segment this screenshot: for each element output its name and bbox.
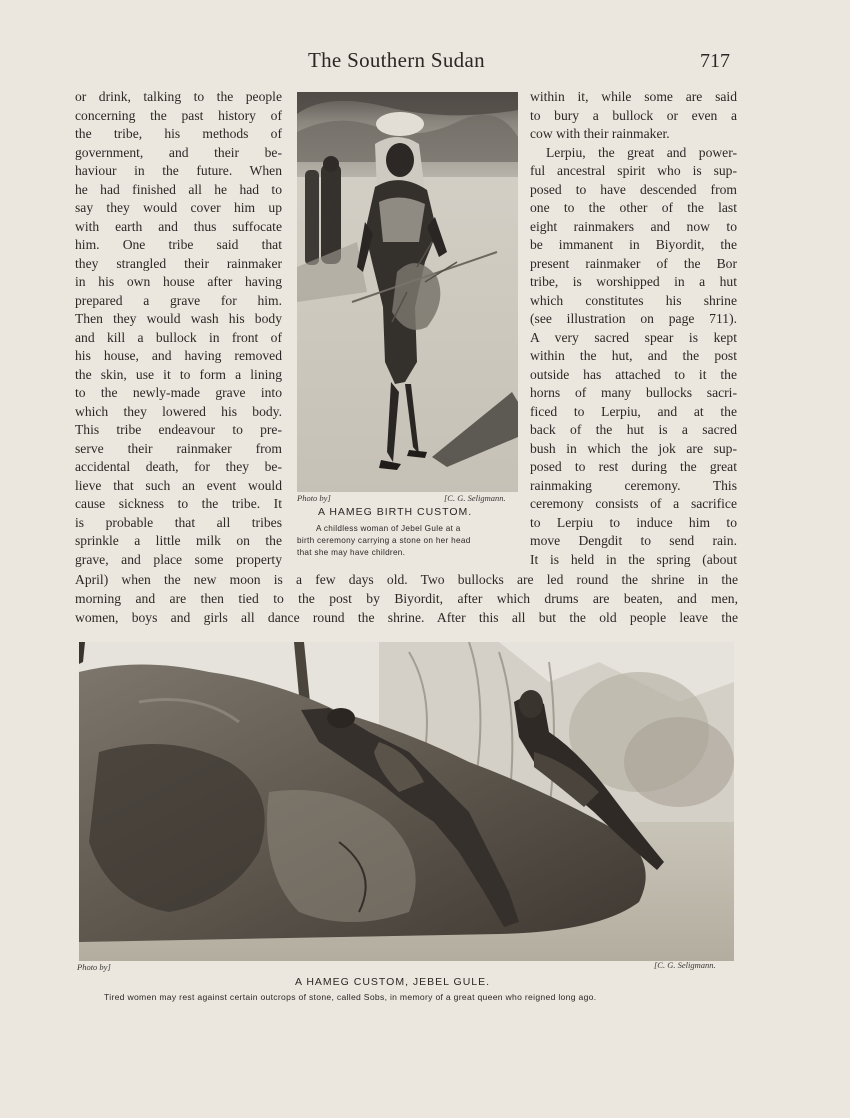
text-line: say they would cover him up bbox=[75, 200, 282, 215]
text-line: April) when the new moon is a few days old. Two bullocks are led round the shrine in the bbox=[75, 572, 738, 587]
text-line: he had finished all he had to bbox=[75, 181, 282, 197]
text-line: to bury a bullock or even a bbox=[530, 107, 737, 123]
text-line: in his own house after having bbox=[75, 274, 282, 289]
text-line: tribe, is worshipped in a hut bbox=[530, 274, 737, 289]
text-line: horns of many bullocks sacri- bbox=[530, 385, 737, 400]
text-line: outside has attached to it the bbox=[530, 366, 737, 382]
figure-caption-line: A childless woman of Jebel Gule at a bbox=[316, 524, 461, 533]
running-title: The Southern Sudan bbox=[308, 48, 485, 72]
text-line: with earth and thus suffocate bbox=[75, 218, 282, 234]
text-line: rainmaking ceremony. This bbox=[530, 477, 737, 493]
photo-credit-left: Photo by] bbox=[77, 962, 111, 972]
text-line: It is held in the spring (about bbox=[530, 551, 737, 567]
left-column bbox=[75, 88, 282, 569]
text-line: prepared a grave for him. bbox=[75, 292, 282, 308]
text-line: morning and are then tied to the post by Biyordit, after which drums are beaten, and men, bbox=[75, 591, 738, 606]
text-line: (see illustration on page 711). bbox=[530, 311, 737, 326]
text-line: the skin, use it to form a lining bbox=[75, 366, 282, 382]
text-line: serve their rainmaker from bbox=[75, 440, 282, 456]
page-number: 717 bbox=[700, 50, 730, 72]
text-line: present rainmaker of the Bor bbox=[530, 255, 737, 271]
text-line: they strangled their rainmaker bbox=[75, 255, 282, 271]
photo-credit-left: Photo by] bbox=[297, 493, 331, 503]
text-line: which they lowered his body. bbox=[75, 403, 282, 419]
text-line: lieve that such an event would bbox=[75, 477, 282, 493]
text-line: government, and their be- bbox=[75, 144, 282, 160]
text-line: within it, while some are said bbox=[530, 89, 737, 104]
text-line: women, boys and girls all dance round the shrine. After this all but the old people leave the bbox=[75, 610, 738, 625]
text-line: his house, and having removed bbox=[75, 348, 282, 363]
text-line: A very sacred spear is kept bbox=[530, 329, 737, 345]
text-line: concerning the past history of bbox=[75, 107, 282, 123]
text-line: ficed to Lerpiu, and at the bbox=[530, 403, 737, 419]
text-line: or drink, talking to the people bbox=[75, 89, 282, 104]
photo-credit-right: [C. G. Seligmann. bbox=[444, 493, 506, 503]
text-line: sprinkle a little milk on the bbox=[75, 533, 282, 548]
figure-caption-line: that she may have children. bbox=[297, 548, 406, 557]
photo-birth-custom-image bbox=[297, 92, 518, 492]
text-line: back of the hut is a sacred bbox=[530, 422, 737, 437]
text-line: move Dengdit to send rain. bbox=[530, 533, 737, 548]
figure-caption: Tired women may rest against certain outcrops of stone, called Sobs, in memory of a great queen who reigned long ago. bbox=[104, 992, 597, 1002]
text-line: grave, and place some property bbox=[75, 551, 282, 567]
text-line: him. One tribe said that bbox=[75, 237, 282, 252]
text-line: within the hut, and the post bbox=[530, 348, 737, 363]
text-line: one to the other of the last bbox=[530, 200, 737, 215]
text-line: and kill a bullock in front of bbox=[75, 329, 282, 345]
text-line: eight rainmakers and now to bbox=[530, 218, 737, 234]
text-line: bush in which the jok are sup- bbox=[530, 440, 737, 456]
text-line: cow with their rainmaker. bbox=[530, 126, 670, 141]
photo-credit-right: [C. G. Seligmann. bbox=[654, 960, 716, 970]
text-line: be immanent in Biyordit, the bbox=[530, 237, 737, 252]
text-line: ful ancestral spirit who is sup- bbox=[530, 163, 737, 178]
text-line: posed to rest during the great bbox=[530, 459, 737, 474]
text-line: Then they would wash his body bbox=[75, 311, 282, 326]
text-line: the tribe, his methods of bbox=[75, 126, 282, 141]
text-line: Lerpiu, the great and power- bbox=[546, 144, 737, 160]
figure-title: A HAMEG BIRTH CUSTOM. bbox=[318, 506, 473, 518]
text-line: which constitutes his shrine bbox=[530, 292, 737, 308]
text-line: haviour in the future. When bbox=[75, 163, 282, 178]
text-line: ceremony consists of a sacrifice bbox=[530, 496, 737, 511]
text-line: accidental death, for they be- bbox=[75, 459, 282, 474]
right-column bbox=[530, 88, 737, 569]
photo-jebel-gule-image bbox=[79, 642, 734, 961]
photo-jebel-gule bbox=[79, 642, 734, 961]
text-line: This tribe endeavour to pre- bbox=[75, 422, 282, 437]
text-line: to Lerpiu to induce him to bbox=[530, 514, 737, 530]
photo-birth-custom bbox=[297, 92, 518, 492]
text-line: cause sickness to the tribe. It bbox=[75, 496, 282, 511]
full-width-paragraph bbox=[75, 570, 738, 627]
text-line: to the newly-made grave into bbox=[75, 385, 282, 400]
text-line: posed to have descended from bbox=[530, 181, 737, 197]
figure-caption-line: birth ceremony carrying a stone on her head bbox=[297, 536, 471, 545]
text-line: is probable that all tribes bbox=[75, 514, 282, 530]
figure-title: A HAMEG CUSTOM, JEBEL GULE. bbox=[295, 976, 491, 988]
